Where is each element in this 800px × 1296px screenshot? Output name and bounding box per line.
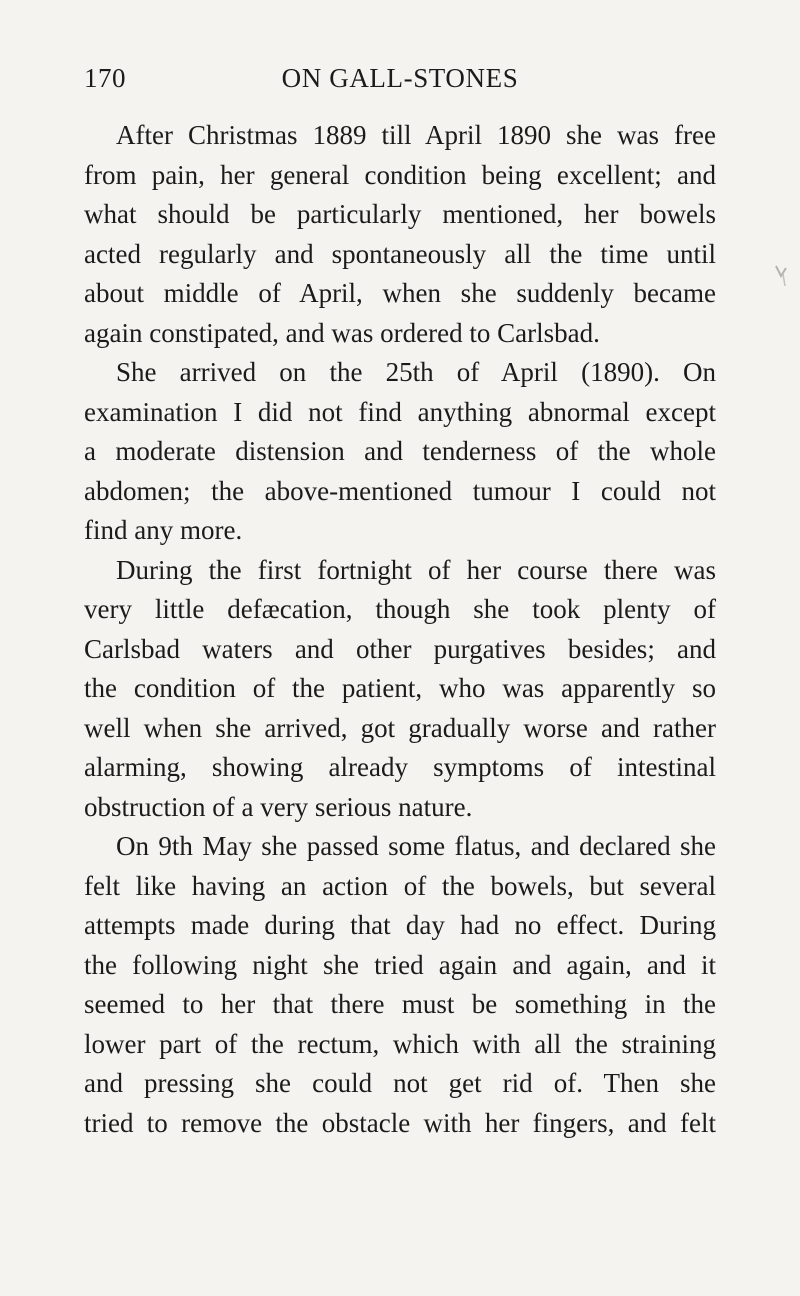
text-line: the condition of the patient, who was apparently so bbox=[84, 673, 716, 703]
text-line: attempts made during that day had no effect. During bbox=[84, 910, 716, 940]
text-line: very little defæcation, though she took plenty of bbox=[84, 594, 716, 624]
text-line: On 9th May she passed some flatus, and declared she bbox=[116, 831, 716, 861]
text-line: abdomen; the above-mentioned tumour I could not bbox=[84, 475, 716, 506]
text-line: and pressing she could not get rid of. Then she bbox=[84, 1068, 716, 1098]
text-line: During the first fortnight of her course there was bbox=[116, 554, 716, 585]
body-text bbox=[84, 116, 716, 1143]
text-line: from pain, her general condition being excellent; and bbox=[84, 159, 716, 190]
text-line: Carlsbad waters and other purgatives besides; and bbox=[84, 633, 716, 664]
text-line: find any more. bbox=[84, 515, 243, 545]
text-line: a moderate distension and tenderness of the whole bbox=[84, 436, 716, 466]
text-line: She arrived on the 25th of April (1890). On bbox=[116, 357, 716, 387]
page-number: 170 bbox=[84, 63, 126, 93]
text-line: lower part of the rectum, which with all the straining bbox=[84, 1028, 716, 1059]
text-line: what should be particularly mentioned, her bowels bbox=[84, 199, 716, 229]
text-line: well when she arrived, got gradually worse and rather bbox=[84, 712, 716, 743]
text-line: seemed to her that there must be something in the bbox=[84, 989, 716, 1019]
text-line: again constipated, and was ordered to Carlsbad. bbox=[84, 317, 600, 348]
text-line: tried to remove the obstacle with her fingers, and felt bbox=[84, 1107, 716, 1138]
margin-mark bbox=[774, 262, 788, 288]
text-line: felt like having an action of the bowels, but several bbox=[84, 870, 716, 901]
text-line: the following night she tried again and again, and it bbox=[84, 949, 716, 980]
running-head: ON GALL-STONES bbox=[281, 63, 519, 93]
text-line: alarming, showing already symptoms of intestinal bbox=[84, 752, 716, 782]
text-line: obstruction of a very serious nature. bbox=[84, 791, 473, 822]
text-line: about middle of April, when she suddenly became bbox=[84, 278, 716, 308]
page-header bbox=[84, 62, 716, 94]
text-line: After Christmas 1889 till April 1890 she was free bbox=[116, 120, 716, 150]
text-line: examination I did not find anything abnormal except bbox=[84, 396, 716, 427]
text-line: acted regularly and spontaneously all the time until bbox=[84, 238, 716, 269]
